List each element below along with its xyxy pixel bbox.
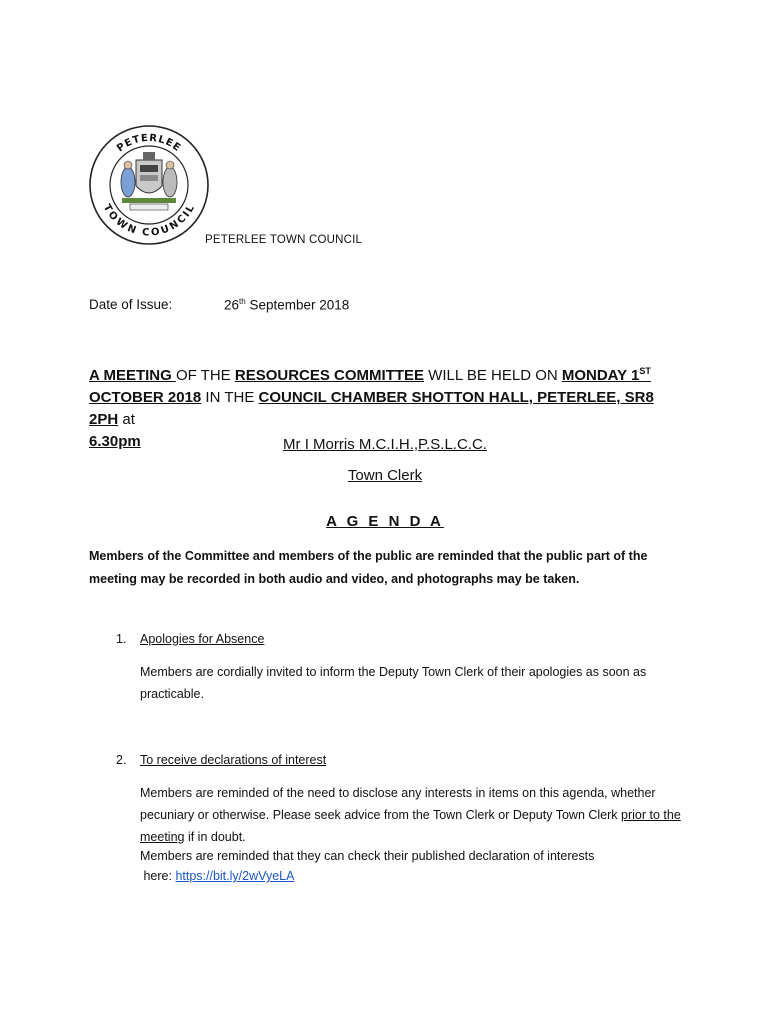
declaration-of-interests-link[interactable]: https://bit.ly/2wVyeLA [175,869,295,883]
meeting-day: MONDAY 1ST [561,366,651,384]
item-2-text-d: here: [140,869,176,883]
council-crest-logo [88,124,210,246]
meeting-date-rest: OCTOBER 2018 [89,389,202,406]
item-2-text [140,782,685,848]
logo-bottom-text: TOWN COUNCIL [100,202,198,239]
issue-month-year: September 2018 [249,297,350,313]
meeting-part2: OF THE [175,367,235,384]
date-of-issue-label: Date of Issue: [89,297,173,312]
meeting-time: 6.30pm [89,433,141,450]
date-of-issue-value [224,297,349,313]
agenda-heading: A G E N D A [326,513,444,530]
item-1-title: Apologies for Absence [140,632,265,646]
item-1-number: 1. [116,632,127,646]
svg-text:PETERLEE [115,133,183,154]
council-name: PETERLEE TOWN COUNCIL [205,234,363,246]
meeting-committee: RESOURCES COMMITTEE [234,367,425,384]
meeting-part1: A MEETING [89,367,176,384]
meeting-part4: IN THE [201,389,259,406]
logo-top-text: PETERLEE [115,132,183,155]
meeting-part3: WILL BE HELD ON [424,367,562,384]
clerk-name: Mr I Morris M.C.I.H.,P.S.L.C.C. [283,436,487,453]
public-recording-notice: Members of the Committee and members of the public are reminded that the public part of the meeting may be recorded in both audio and video, and photographs may be taken. [89,549,648,586]
item-2-text-c: Members are reminded that they can check their published declaration of interests [140,849,595,863]
item-2-title: To receive declarations of interest [140,753,327,767]
item-1-text: Members are cordially invited to inform the Deputy Town Clerk of their apologies as soon as practicable. [140,665,647,701]
item-2-number: 2. [116,753,127,767]
meeting-venue: COUNCIL CHAMBER SHOTTON HALL, PETERLEE, SR8 2PH [89,389,654,428]
item-2-declaration-note [140,846,685,886]
clerk-title: Town Clerk [347,467,423,484]
issue-day: 26 [224,297,240,313]
meeting-part5: at [118,411,135,428]
item-2-text-a: Members are reminded of the need to disclose any interests in items on this agenda, whether pecuniary or otherwise. Please seek advice from the Town Clerk or Deputy Town Clerk [140,786,656,822]
item-2-text-underlined: prior to the meeting [140,808,681,844]
item-2-text-b: if in doubt. [184,830,246,844]
issue-day-suffix: th [239,297,246,306]
